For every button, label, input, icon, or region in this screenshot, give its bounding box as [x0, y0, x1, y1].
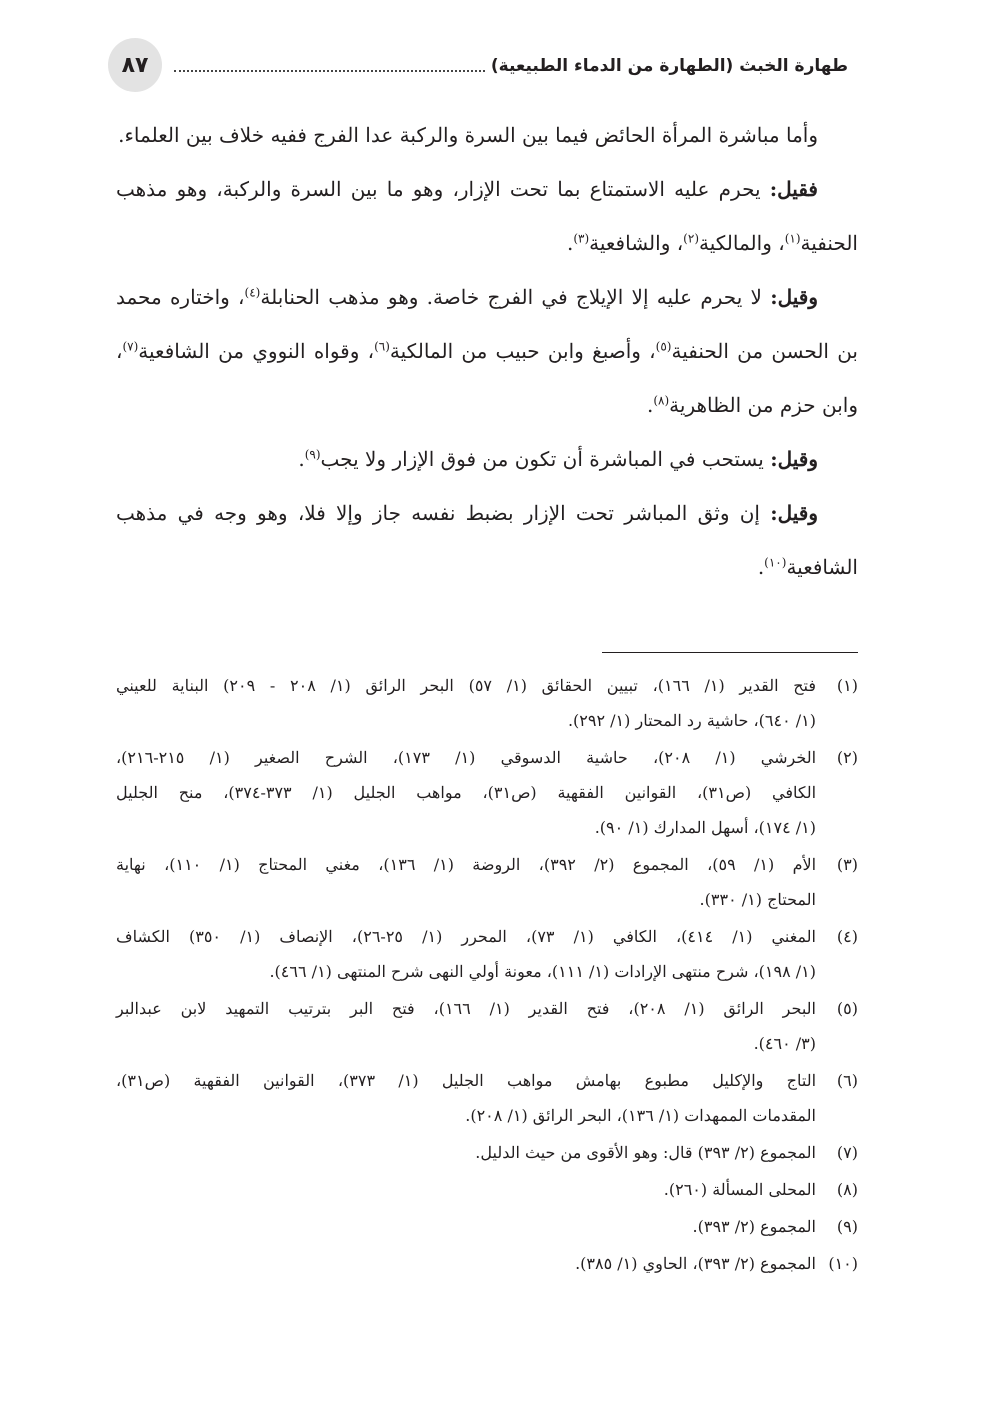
footnote-text — [116, 1135, 816, 1170]
paragraph-text: . — [646, 393, 654, 417]
footnote-text — [116, 740, 816, 845]
paragraph-text: ، والمالكية — [699, 231, 785, 255]
footnote-text — [116, 1246, 816, 1281]
paragraph-text: يحرم عليه الاستمتاع بما تحت الإزار، وهو ما بين السرة والركبة، وهو مذهب الحنفية — [116, 177, 858, 255]
footnote-line: المحتاج (١/ ٣٣٠). — [699, 890, 816, 909]
paragraph-text: وأما مباشرة المرأة الحائض فيما بين السرة والركبة عدا الفرج ففيه خلاف بين العلماء. — [118, 123, 818, 147]
footnote-ref[interactable]: (٨) — [653, 393, 670, 408]
paragraph-text: إن وثق المباشر تحت الإزار بضبط نفسه جاز وإلا فلا، وهو وجه في مذهب الشافعية — [116, 501, 858, 579]
footnote-ref[interactable]: (٧) — [122, 339, 139, 354]
footnote-5 — [116, 991, 858, 1061]
paragraph-text: . — [298, 447, 305, 471]
footnote-ref[interactable]: (٥) — [655, 339, 672, 354]
footnote-6 — [116, 1063, 858, 1133]
footnote-line: الأم (١/ ٥٩)، المجموع (٢/ ٣٩٢)، الروضة (١/ ١٣٦)، مغني المحتاج (١/ ١١٠)، نهاية — [116, 855, 817, 874]
footnote-number: (٦) — [836, 1071, 858, 1090]
footnote-line: التاج والإكليل مطبوع بهامش مواهب الجليل (١/ ٣٧٣)، القوانين الفقهية (ص٣١)، — [116, 1071, 817, 1090]
paragraph-text: . — [757, 555, 765, 579]
paragraph-4 — [116, 432, 858, 486]
footnote-10 — [116, 1246, 858, 1281]
footnote-text — [116, 991, 816, 1061]
footnote-line: المقدمات الممهدات (١/ ١٣٦)، البحر الرائق (١/ ٢٠٨). — [465, 1106, 816, 1125]
footnote-text — [116, 1209, 816, 1244]
paragraph-lead: وقيل: — [770, 285, 818, 309]
paragraph-lead: وقيل: — [770, 501, 818, 525]
footnote-number: (٥) — [836, 999, 858, 1018]
footnote-line: فتح القدير (١/ ١٦٦)، تبيين الحقائق (١/ ٥٧) البحر الرائق (١/ ٢٠٨ - ٢٠٩) البناية للعيني — [116, 676, 817, 695]
footnote-line: الكافي (ص٣١)، القوانين الفقهية (ص٣١)، مواهب الجليل (١/ ٣٧٣-٣٧٤)، منح الجليل — [116, 783, 817, 802]
main-text — [116, 108, 858, 594]
footnotes — [116, 668, 858, 1283]
footnote-3 — [116, 847, 858, 917]
footnote-2 — [116, 740, 858, 845]
page-number: ٨٧ — [108, 38, 162, 92]
footnote-text — [116, 1172, 816, 1207]
footnote-line: البحر الرائق (١/ ٢٠٨)، فتح القدير (١/ ١٦٦)، فتح البر بترتيب التمهيد لابن عبدالبر — [116, 999, 816, 1018]
footnote-7 — [116, 1135, 858, 1170]
footnote-line: المحلى المسألة (٢٦٠). — [663, 1180, 816, 1199]
footnote-line: الخرشي (١/ ٢٠٨)، حاشية الدسوقي (١/ ١٧٣)، الشرح الصغير (١/ ٢١٥-٢١٦)، — [116, 748, 817, 767]
footnote-ref[interactable]: (٩) — [304, 447, 321, 462]
running-title: طهارة الخبث (الطهارة من الدماء الطبيعية) — [490, 56, 848, 76]
paragraph-5 — [116, 486, 858, 594]
footnote-number: (١٠) — [828, 1254, 858, 1273]
footnote-line: المجموع (٢/ ٣٩٣). — [692, 1217, 816, 1236]
paragraph-text: . — [566, 231, 574, 255]
footnote-4 — [116, 919, 858, 989]
footnote-line: (١/ ١٧٤)، أسهل المدارك (١/ ٩٠). — [594, 818, 816, 837]
paragraph-text: ، والشافعية — [589, 231, 684, 255]
footnote-text — [116, 847, 816, 917]
paragraph-text: ، وأصبغ وابن حبيب من المالكية — [389, 339, 656, 363]
footnote-ref[interactable]: (٤) — [244, 285, 261, 300]
paragraph-2 — [116, 162, 858, 270]
paragraph-lead: فقيل: — [769, 177, 818, 201]
paragraph-1 — [116, 108, 858, 162]
footnote-number: (٩) — [836, 1217, 858, 1236]
footnote-number: (٨) — [836, 1180, 858, 1199]
footnote-number: (٣) — [836, 855, 858, 874]
footnote-ref[interactable]: (٢) — [683, 231, 699, 246]
paragraph-text: ، واختاره محمد بن الحسن من الحنفية — [116, 285, 858, 363]
footnote-line: المغني (١/ ٤١٤)، الكافي (١/ ٧٣)، المحرر (١/ ٢٥-٢٦)، الإنصاف (١/ ٣٥٠) الكشاف — [116, 927, 816, 946]
footnote-line: المجموع (٢/ ٣٩٣) قال: وهو الأقوى من حيث الدليل. — [475, 1143, 816, 1162]
paragraph-3 — [116, 270, 858, 432]
footnote-number: (٧) — [836, 1143, 858, 1162]
paragraph-text: ، وقواه النووي من الشافعية — [138, 339, 375, 363]
footnote-number: (٤) — [836, 927, 858, 946]
footnote-9 — [116, 1209, 858, 1244]
header-dotted-leader — [174, 70, 485, 72]
footnote-separator — [602, 652, 858, 653]
footnote-text — [116, 919, 816, 989]
footnote-ref[interactable]: (٦) — [374, 339, 390, 354]
footnote-ref[interactable]: (٣) — [573, 231, 590, 246]
paragraph-lead: وقيل: — [770, 447, 818, 471]
footnote-line: (٣/ ٤٦٠). — [753, 1034, 816, 1053]
footnote-text — [116, 668, 816, 738]
paragraph-text: ، وابن حزم من الظاهرية — [116, 339, 858, 417]
footnote-ref[interactable]: (١) — [784, 231, 801, 246]
footnote-line: (١/ ١٩٨)، شرح منتهى الإرادات (١/ ١١١)، معونة أولي النهى شرح المنتهى (١/ ٤٦٦). — [269, 962, 816, 981]
footnote-text — [116, 1063, 816, 1133]
footnote-ref[interactable]: (١٠) — [764, 555, 787, 570]
paragraph-text: لا يحرم عليه إلا الإيلاج في الفرج خاصة. وهو مذهب الحنابلة — [260, 285, 771, 309]
footnote-line: (١/ ٦٤٠)، حاشية رد المحتار (١/ ٢٩٢). — [567, 711, 816, 730]
footnote-number: (١) — [836, 676, 858, 695]
running-header — [174, 52, 848, 80]
page-header — [108, 38, 848, 98]
paragraph-text: يستحب في المباشرة أن تكون من فوق الإزار ولا يجب — [320, 447, 771, 471]
footnote-number: (٢) — [836, 748, 858, 767]
footnote-line: المجموع (٢/ ٣٩٣)، الحاوي (١/ ٣٨٥). — [575, 1254, 816, 1273]
footnote-1 — [116, 668, 858, 738]
footnote-8 — [116, 1172, 858, 1207]
